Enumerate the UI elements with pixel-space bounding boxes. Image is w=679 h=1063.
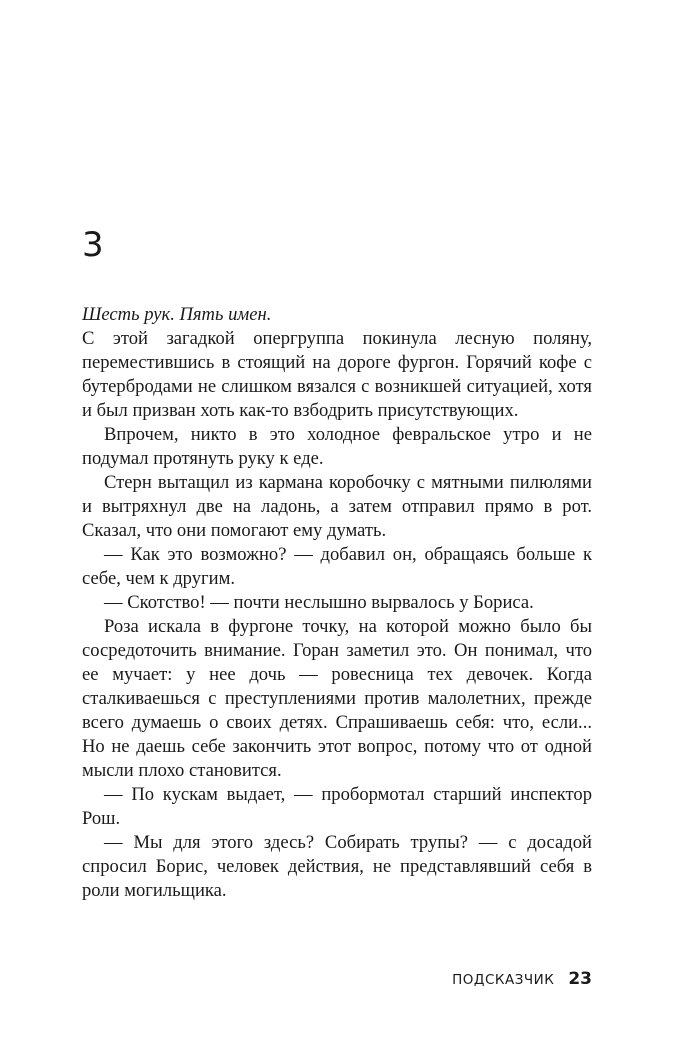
paragraph: Впрочем, никто в это холодное февральское утро и не подумал протянуть руку к еде. bbox=[82, 424, 592, 469]
chapter-number: 3 bbox=[82, 225, 104, 265]
dialogue-line: — По кускам выдает, — пробормотал старший инспектор Рош. bbox=[82, 784, 592, 829]
book-title: ПОДСКАЗЧИК bbox=[452, 972, 555, 988]
chapter-text bbox=[82, 303, 592, 903]
page-number: 23 bbox=[568, 969, 592, 989]
paragraph: Роза искала в фургоне точку, на которой можно было бы сосредоточить внимание. Горан заметил это. Он понимал, что ее мучает: у нее дочь — ровесница тех девочек. Когда сталкиваешься с преступлениями против малолетних, прежде всего думаешь о своих детях. Спрашиваешь себя: что, если... Но не даешь себе закончить этот вопрос, потому что от одной мысли плохо становится. bbox=[82, 616, 592, 781]
dialogue-line: — Мы для этого здесь? Собирать трупы? — с досадой спросил Борис, человек действия, не представлявший себя в роли могильщика. bbox=[82, 832, 592, 901]
dialogue-line: — Скотство! — почти неслышно вырвалось у Бориса. bbox=[104, 592, 534, 613]
running-footer bbox=[452, 969, 592, 989]
epigraph: Шесть рук. Пять имен. bbox=[82, 304, 272, 325]
dialogue-line: — Как это возможно? — добавил он, обращаясь больше к себе, чем к другим. bbox=[82, 544, 592, 589]
paragraph: Стерн вытащил из кармана коробочку с мятными пилюлями и вытряхнул две на ладонь, а затем отправил прямо в рот. Сказал, что они помогают ему думать. bbox=[82, 472, 592, 541]
paragraph: С этой загадкой опергруппа покинула лесную поляну, переместившись в стоящий на дороге фургон. Горячий кофе с бутербродами не слишком вязался с возникшей ситуацией, хотя и был призван хоть как-то взбодрить присутствующих. bbox=[82, 328, 592, 421]
